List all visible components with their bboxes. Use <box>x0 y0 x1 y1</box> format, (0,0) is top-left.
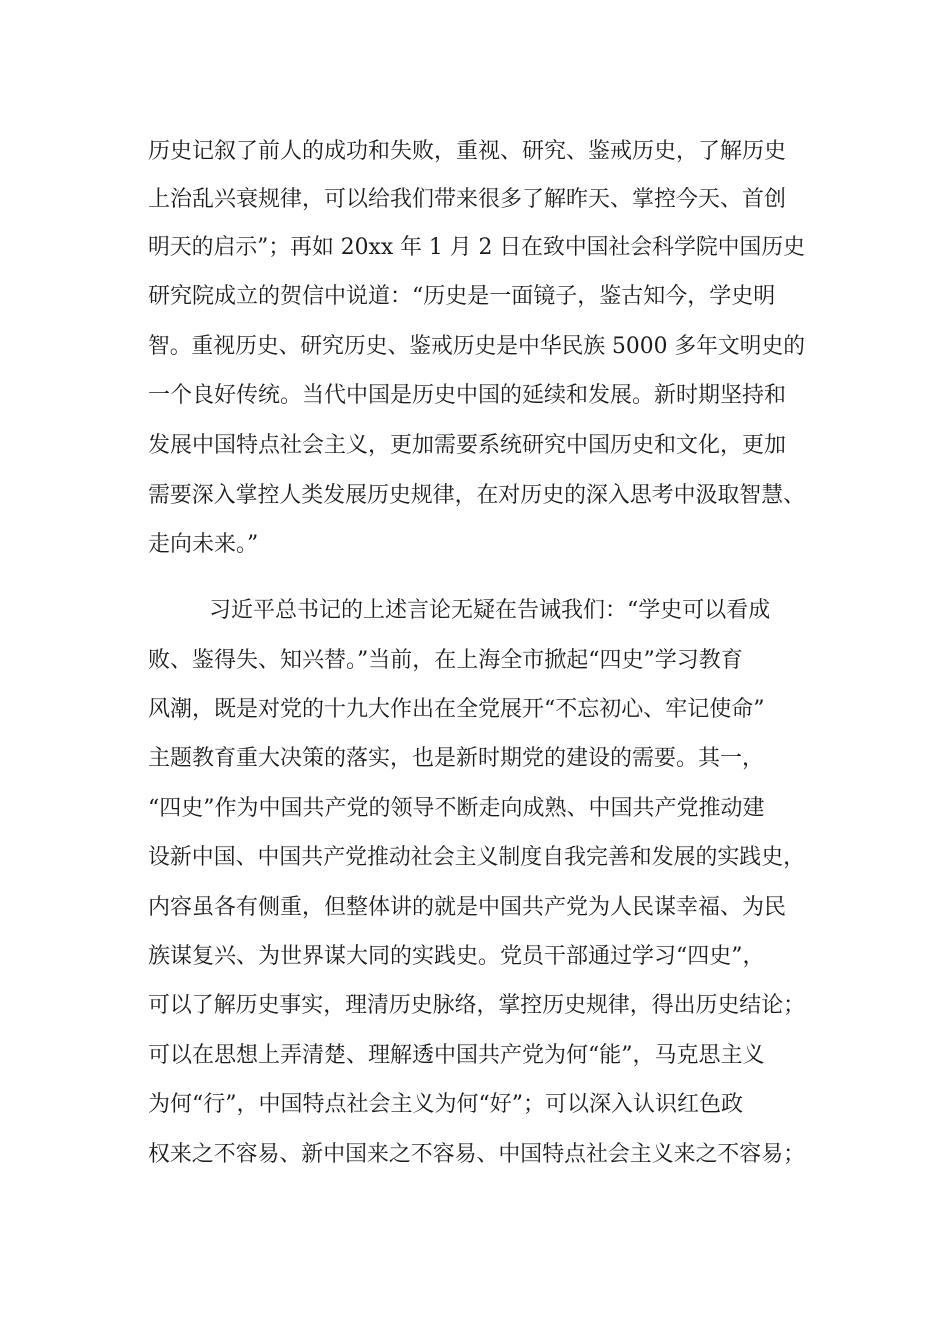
text-line: 可以在思想上弄清楚、理解透中国共产党为何“能”，马克思主义 <box>148 1043 765 1068</box>
text-line: 上治乱兴衰规律，可以给我们带来很多了解昨天、掌控今天、首创 <box>148 187 787 212</box>
text-line: 内容虽各有侧重，但整体讲的就是中国共产党为人民谋幸福、为民 <box>148 895 787 920</box>
text-line: 研究院成立的贺信中说道：“历史是一面镜子，鉴古知今，学史明 <box>148 284 776 309</box>
text-line: 明天的启示”；再如 20xx 年 1 月 2 日在致中国社会科学院中国历史 <box>148 235 806 260</box>
text-line: “四史”作为中国共产党的领导不断走向成熟、中国共产党推动建 <box>148 796 765 821</box>
text-line: 历史记叙了前人的成功和失败，重视、研究、鉴戒历史，了解历史 <box>148 139 787 164</box>
text-line: 习近平总书记的上述言论无疑在告诫我们：“学史可以看成 <box>209 598 771 623</box>
text-line: 败、鉴得失、知兴替。”当前，在上海全市掀起“四史”学习教育 <box>148 648 743 673</box>
text-line: 需要深入掌控人类发展历史规律，在对历史的深入思考中汲取智慧、 <box>148 483 806 508</box>
text-line: 发展中国特点社会主义，更加需要系统研究中国历史和文化，更加 <box>148 433 787 458</box>
text-line: 走向未来。” <box>148 532 259 557</box>
text-line: 族谋复兴、为世界谋大同的实践史。党员干部通过学习“四史”， <box>148 944 765 969</box>
text-line: 为何“行”，中国特点社会主义为何“好”；可以深入认识红色政 <box>148 1092 743 1117</box>
text-line: 权来之不容易、新中国来之不容易、中国特点社会主义来之不容易； <box>148 1142 806 1167</box>
text-line: 一个良好传统。当代中国是历史中国的延续和发展。新时期坚持和 <box>148 383 787 408</box>
text-line: 设新中国、中国共产党推动社会主义制度自我完善和发展的实践史， <box>148 845 806 870</box>
text-line: 可以了解历史事实，理清历史脉络，掌控历史规律，得出历史结论； <box>148 993 806 1018</box>
text-line: 主题教育重大决策的落实，也是新时期党的建设的需要。其一， <box>148 746 765 771</box>
text-line: 风潮，既是对党的十九大作出在全党展开“不忘初心、牢记使命” <box>148 697 765 722</box>
text-line: 智。重视历史、研究历史、鉴戒历史是中华民族 5000 多年文明史的 <box>148 334 805 359</box>
